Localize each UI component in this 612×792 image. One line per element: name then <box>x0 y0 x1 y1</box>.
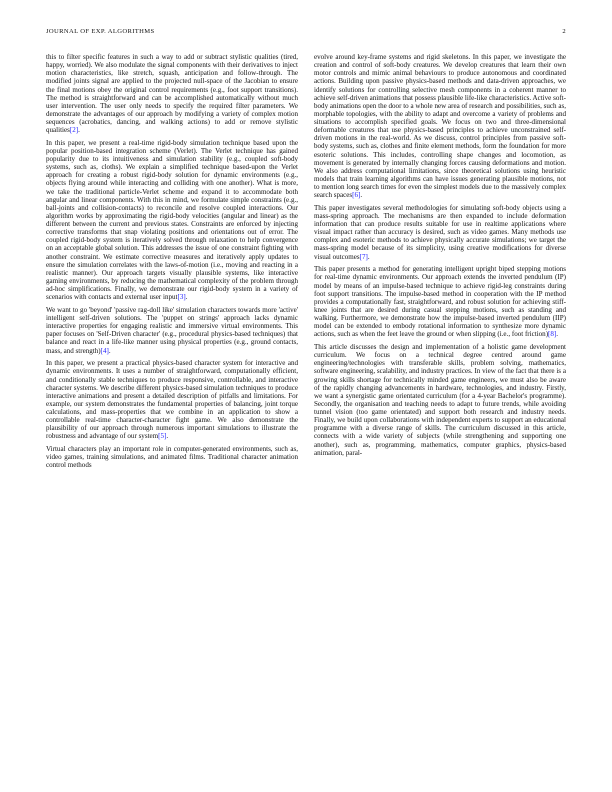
citation-link[interactable]: [8] <box>548 330 557 339</box>
running-head <box>46 28 566 38</box>
paragraph: This article discusses the design and implementation of a holistic game development curriculum. We focus on a technical degree centred around game engineering/technologies with transferable skills, problem solving, mathematics, software engineering, scalability, and industry practices. In view of the fact that there is a growing skills shortage for technically minded game engineers, we must also be aware of the rapidly changing advancements in hardware, technologies, and industry. Firstly, we want a synergistic game orientated curriculum (for a 4-year Bachelor's programme). Secondly, the organisation and teaching needs to adapt to future trends, while avoiding tunnel vision (too game orientated) and support both research and industry needs. Finally, we build upon collaborations with independent experts to support an educational programme with a diverse range of skills. The curriculum discussed in this article, connects with a wide variety of subjects (while strengthening and supporting one another), such as, programming, mathematics, computer graphics, physics-based animation, paral- <box>314 343 566 457</box>
paragraph: This paper presents a method for generating intelligent upright biped stepping motions for real-time dynamic environments. Our approach extends the inverted pendulum (IP) model by means of an impulse-based technique to achieve rigid-leg constraints during foot support transitions. The impulse-based method in cooperation with the IP method provides a computationally fast, straightforward, and robust solution for achieving stiff-knee joints that are desired during casual stepping motions, such as standing and walking. Furthermore, we demonstrate how the impulse-based inverted pendulum (IIP) model can be extended to embody rotational information to synthesize more dynamic actions, such as when the feet leave the ground or when slipping (i.e., foot friction)[8]. <box>314 265 566 339</box>
citation-link[interactable]: [2] <box>69 126 79 135</box>
citation-link[interactable]: [3] <box>177 293 186 302</box>
paragraph: We want to go 'beyond' 'passive rag-doll like' simulation characters towards more 'active' intelligent self-driven solutions. The 'puppet on strings' approach lacks dynamic interactive properties for engaging realistic and immersive virtual environments. This paper focuses on 'Self-Driven character' (e.g., procedural physics-based techniques) that balance and react in a life-like manner using physical properties (e.g., ground contacts, mass, and strength)[4]. <box>46 305 298 355</box>
page-number: 2 <box>562 28 566 35</box>
right-column <box>314 53 566 474</box>
citation-link[interactable]: [6] <box>352 191 361 200</box>
journal-name: JOURNAL OF EXP. ALGORITHMS <box>46 28 155 35</box>
paragraph: In this paper, we present a practical physics-based character system for interactive and dynamic environments. It uses a number of straightforward, computationally efficient, and conditionally stable techniques to produce responsive, controllable, and interactive character systems. We describe different physics-based simulation techniques to produce interactive animations and present a detailed description of pitfalls and limitations. For example, our system demonstrates the fundamental properties of balancing, joint torque calculations, and mass-properties that we combine in an application to show a controllable real-time character-character fight game. We also demonstrate the plausibility of our approach through numerous important simulations to illustrate the robustness and advantage of our system[5]. <box>46 359 298 441</box>
left-column <box>46 53 298 474</box>
paragraph: This paper investigates several methodologies for simulating soft-body objects using a mass-spring approach. The mechanisms are then expanded to include deformation information that can produce results suitable for use in realtime applications where visual impact rather than accuracy is desired, such as video games. Many methods use complex and esoteric methods to achieve physically accurate simulations; we target the mass-spring model because of its simplicity, using creative modifications for diverse visual outcomes[7]. <box>314 203 566 261</box>
paragraph: this to filter specific features in such a way to add or subtract stylistic qualities (tired, happy, worried). We also modulate the signal components with their derivatives to inject motion characteristics, like stretch, squash, anticipation and follow-through. The modified joints signal are applied to the projected null-space of the Jacobian to ensure the final motions obey the original control requirements (e.g., foot support transitions). The method is straightforward and can be accomplished automatically without much user intervention. The user only needs to specify the required filter parameters. We demonstrate the advantages of our approach by modifying a variety of complex motion sequences (acrobatics, dancing, and walking actions) to add or remove stylistic qualities[2]. <box>46 53 298 135</box>
paragraph: In this paper, we present a real-time rigid-body simulation technique based upon the popular position-based integration scheme (Verlet). The Verlet technique has gained popularity due to its intuitiveness and simulation stability (e.g., coupled soft-body systems, such as, cloths). We explain a simplified technique based-upon the Verlet approach for creating a robust rigid-body solution for dynamic environments (e.g., objects flying around while interacting and colliding with one another). What is more, we take the traditional particle-Verlet scheme and expand it to accommodate both angular and linear components. With this in mind, we formulate simple constraints (e.g., ball-joints and collision-contacts) to reconcile and resolve coupled interactions. Our algorithm works by approximating the rigid-body velocities (angular and linear) as the different between the current and previous states. Constraints are enforced by injecting corrective transforms that snap violating positions and orientations out of error. The coupled rigid-body system is iteratively solved through relaxation to help convergence on an acceptable global solution. This addresses the issue of one constraint fighting with another constraint. We estimate corrective measures and iteratively apply updates to ensure the simulation correlates with the laws-of-motion (i.e., moving and reacting in a realistic manner). Our approach targets visually plausible systems, like interactive gaming environments, by reducing the mathematical complexity of the problem through ad-hoc simplifications. Finally, we demonstrate our rigid-body system in a variety of scenarios with contacts and external user input[3]. <box>46 138 298 302</box>
paragraph: evolve around key-frame systems and rigid skeletons. In this paper, we investigate the creation and control of soft-body creatures. We develop creatures that learn their own motor controls and mimic animal behaviours to produce autonomous and coordinated actions. Building upon passive physics-based methods and data-driven approaches, we identify solutions for controlling selective mesh components in a coherent manner to achieve self-driven animations that possess plausible life-like characteristics. Active soft-body animations open the door to a whole new area of research and possibilities, such as, morphable topologies, with the ability to adapt and overcome a variety of problems and situations to accomplish specified goals. We focus on two and three-dimensional deformable creatures that use physics-based principles to achieve unconstrained self-driven motions in the real-world. As we discuss, control principles from passive soft-body systems, such as, clothes and finite element methods, form the foundation for more esoteric solutions. This includes, controlling shape changes and locomotion, as movement is generated by internally changing forces causing deformations and motion. We also address computational limitations, since theoretical solutions using heuristic models that train learning algorithms can have issues generating plausible motions, not to mention long search times for even the simplest models due to the massively complex search spaces[6]. <box>314 53 566 200</box>
paragraph: Virtual characters play an important role in computer-generated environments, such as, video games, training simulations, and animated films. Traditional character animation control methods <box>46 445 298 470</box>
citation-link[interactable]: [5] <box>158 432 167 441</box>
citation-link[interactable]: [7] <box>359 252 368 261</box>
body-columns <box>46 53 566 474</box>
citation-link[interactable]: [4] <box>100 346 109 355</box>
